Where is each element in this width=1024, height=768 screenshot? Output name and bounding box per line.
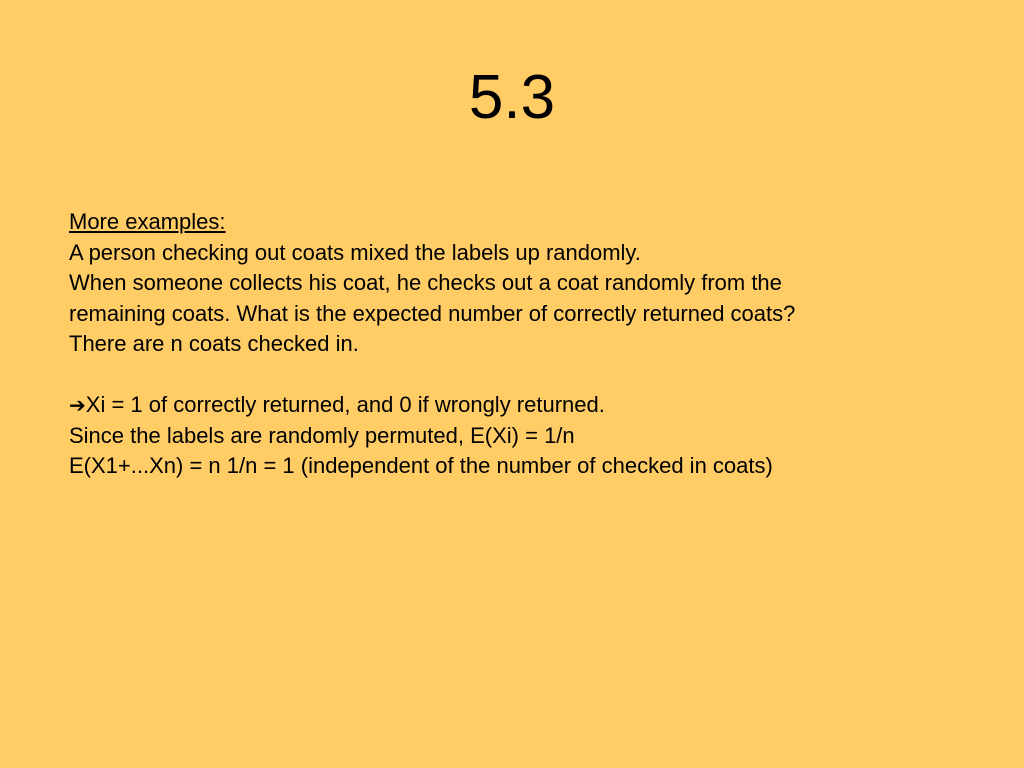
section-heading: More examples: xyxy=(69,209,226,234)
solution-line-1 xyxy=(69,390,969,421)
problem-line-2: When someone collects his coat, he checks out a coat randomly from the xyxy=(69,270,782,295)
slide-title: 5.3 xyxy=(468,63,556,132)
problem-line-4: There are n coats checked in. xyxy=(69,331,359,356)
slide-body xyxy=(69,207,969,482)
arrow-icon: ➔ xyxy=(69,393,86,417)
blank-line xyxy=(69,360,969,391)
solution-line-3: E(X1+...Xn) = n 1/n = 1 (independent of the number of checked in coats) xyxy=(69,453,773,478)
problem-line-3: remaining coats. What is the expected number of correctly returned coats? xyxy=(69,300,796,326)
solution-line-2: Since the labels are randomly permuted, E(Xi) = 1/n xyxy=(69,422,575,448)
solution-line-1-text: Xi = 1 of correctly returned, and 0 if wrongly returned. xyxy=(85,392,605,417)
problem-line-1: A person checking out coats mixed the labels up randomly. xyxy=(69,239,641,265)
